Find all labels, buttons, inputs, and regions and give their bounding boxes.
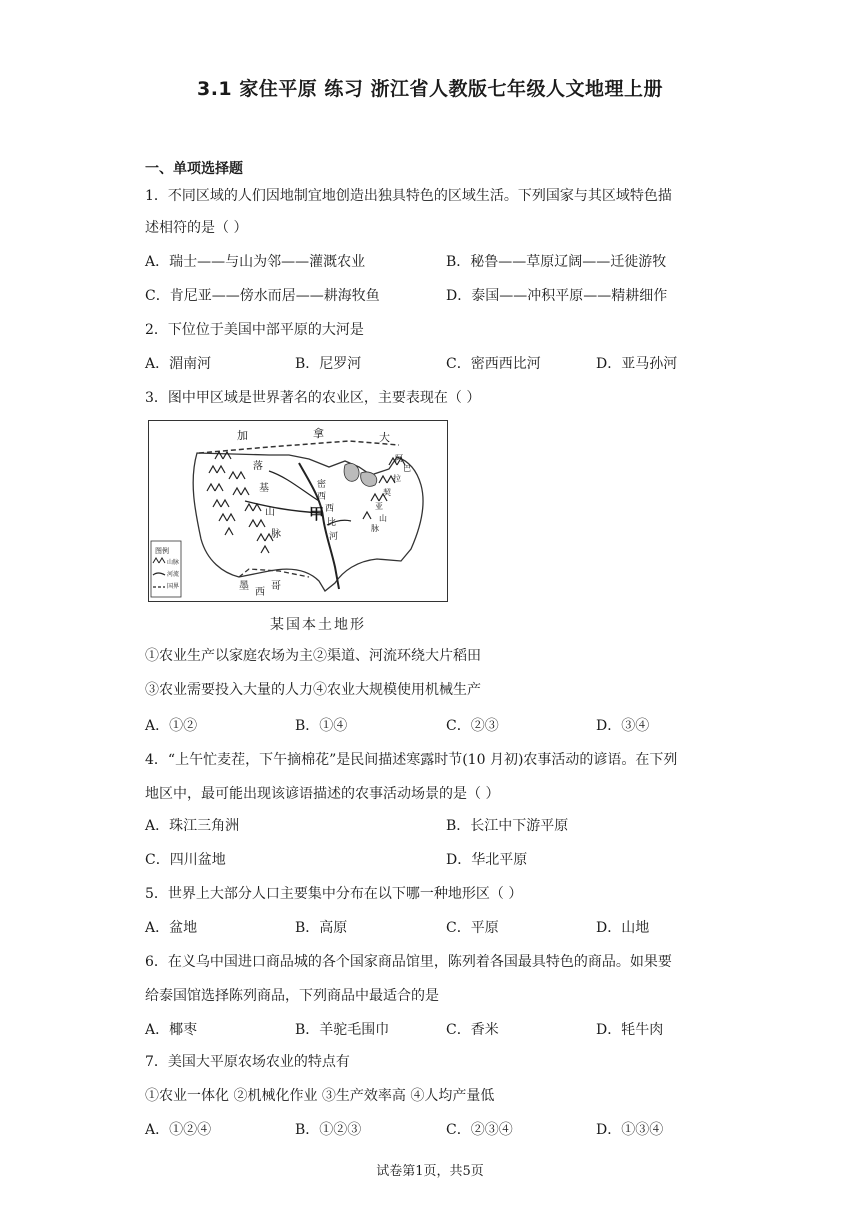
us-terrain-map <box>148 420 448 602</box>
question-3-statement-line1: ①农业生产以家庭农场为主②渠道、河流环绕大片稻田 <box>145 648 481 664</box>
map-drawing <box>149 421 447 601</box>
question-4-option-a[interactable]: A．珠江三角洲 <box>145 818 240 834</box>
question-4-stem-line1: 4．“上午忙麦茬，下午摘棉花”是民间描述寒露时节(10 月初)农事活动的谚语。在下列 <box>145 752 678 768</box>
question-3-option-b[interactable]: B．①④ <box>295 718 348 734</box>
legend-label: 山脉 <box>167 559 180 566</box>
question-1-option-d[interactable]: D．泰国——冲积平原——精耕细作 <box>446 288 668 304</box>
map-label: 拿 <box>313 427 324 440</box>
lake-shape <box>344 463 359 481</box>
map-label: 比 <box>327 518 337 528</box>
question-7-stem-line2: ①农业一体化 ②机械化作业 ③生产效率高 ④人均产量低 <box>145 1088 495 1104</box>
question-3-option-a[interactable]: A．①② <box>145 718 198 734</box>
question-2-option-a[interactable]: A．湄南河 <box>145 356 212 372</box>
map-label-jia: 甲 <box>309 505 325 523</box>
question-4-stem-line2: 地区中，最可能出现该谚语描述的农事活动场景的是（ ） <box>145 786 500 802</box>
question-5-stem: 5．世界上大部分人口主要集中分布在以下哪一种地形区（ ） <box>145 886 523 902</box>
question-3-option-d[interactable]: D．③④ <box>596 718 650 734</box>
question-2-option-d[interactable]: D．亚马孙河 <box>596 356 678 372</box>
question-7-option-d[interactable]: D．①③④ <box>596 1122 664 1138</box>
border-line-north <box>199 441 399 453</box>
mountain-symbols <box>207 452 273 553</box>
map-label: 西 <box>317 492 327 502</box>
question-3-stem: 3．图中甲区域是世界著名的农业区，主要表现在（ ） <box>145 390 481 406</box>
page-footer: 试卷第1页，共5页 <box>376 1164 484 1179</box>
map-label: 大 <box>379 431 390 444</box>
question-7-option-b[interactable]: B．①②③ <box>295 1122 362 1138</box>
legend-title: 图例 <box>155 547 169 555</box>
question-1-option-c[interactable]: C．肯尼亚——傍水而居——耕海牧鱼 <box>145 288 380 304</box>
question-1-option-b[interactable]: B．秘鲁——草原辽阔——迁徙游牧 <box>446 254 667 270</box>
map-label: 契 <box>383 488 391 497</box>
map-label: 加 <box>237 429 248 442</box>
question-5-option-d[interactable]: D．山地 <box>596 920 650 936</box>
question-7-stem-line1: 7．美国大平原农场农业的特点有 <box>145 1054 350 1070</box>
map-label: 墨 <box>239 581 249 592</box>
question-6-stem-line2: 给泰国馆选择陈列商品，下列商品中最适合的是 <box>145 988 439 1004</box>
legend-label: 河流 <box>167 571 180 578</box>
map-label: 西 <box>325 504 335 514</box>
question-6-stem-line1: 6．在义乌中国进口商品城的各个国家商品馆里，陈列着各国最具特色的商品。如果要 <box>145 954 672 970</box>
question-1-option-a[interactable]: A．瑞士——与山为邻——灌溉农业 <box>145 254 366 270</box>
question-2-option-b[interactable]: B．尼罗河 <box>295 356 362 372</box>
question-2-option-c[interactable]: C．密西西比河 <box>446 356 541 372</box>
question-7-option-a[interactable]: A．①②④ <box>145 1122 212 1138</box>
map-label: 脉 <box>271 529 281 540</box>
question-5-option-a[interactable]: A．盆地 <box>145 920 198 936</box>
map-label: 密 <box>317 480 327 490</box>
question-5-option-c[interactable]: C．平原 <box>446 920 499 936</box>
map-label: 西 <box>255 587 265 598</box>
section-heading: 一、单项选择题 <box>145 161 243 177</box>
question-4-option-c[interactable]: C．四川盆地 <box>145 852 226 868</box>
question-7-option-c[interactable]: C．②③④ <box>446 1122 513 1138</box>
question-5-option-b[interactable]: B．高原 <box>295 920 348 936</box>
question-6-option-b[interactable]: B．羊驼毛围巾 <box>295 1022 390 1038</box>
map-label: 亚 <box>375 502 383 511</box>
page-title: 3.1 家住平原 练习 浙江省人教版七年级人文地理上册 <box>196 78 663 100</box>
map-label: 巴 <box>403 464 411 473</box>
map-label: 落 <box>253 461 263 472</box>
question-4-option-b[interactable]: B．长江中下游平原 <box>446 818 569 834</box>
question-1-stem-line1: 1．不同区域的人们因地制宜地创造出独具特色的区域生活。下列国家与其区域特色描 <box>145 188 672 204</box>
question-6-option-c[interactable]: C．香米 <box>446 1022 499 1038</box>
map-label: 拉 <box>393 474 401 483</box>
question-3-statement-line2: ③农业需要投入大量的人力④农业大规模使用机械生产 <box>145 682 481 698</box>
map-label: 脉 <box>371 524 379 533</box>
question-2-stem: 2．下位位于美国中部平原的大河是 <box>145 322 364 338</box>
question-1-stem-line2: 述相符的是（ ） <box>145 220 248 236</box>
map-label: 山 <box>379 514 387 523</box>
map-label: 哥 <box>271 581 281 592</box>
legend-label: 国界 <box>167 583 180 590</box>
question-6-option-d[interactable]: D．牦牛肉 <box>596 1022 664 1038</box>
question-3-option-c[interactable]: C．②③ <box>446 718 499 734</box>
map-label: 基 <box>259 483 269 494</box>
question-6-option-a[interactable]: A．椰枣 <box>145 1022 198 1038</box>
map-caption: 某国本土地形 <box>270 617 366 633</box>
map-label: 阿 <box>395 454 403 463</box>
map-label: 山 <box>265 507 275 518</box>
map-label: 河 <box>329 532 339 542</box>
question-4-option-d[interactable]: D．华北平原 <box>446 852 528 868</box>
